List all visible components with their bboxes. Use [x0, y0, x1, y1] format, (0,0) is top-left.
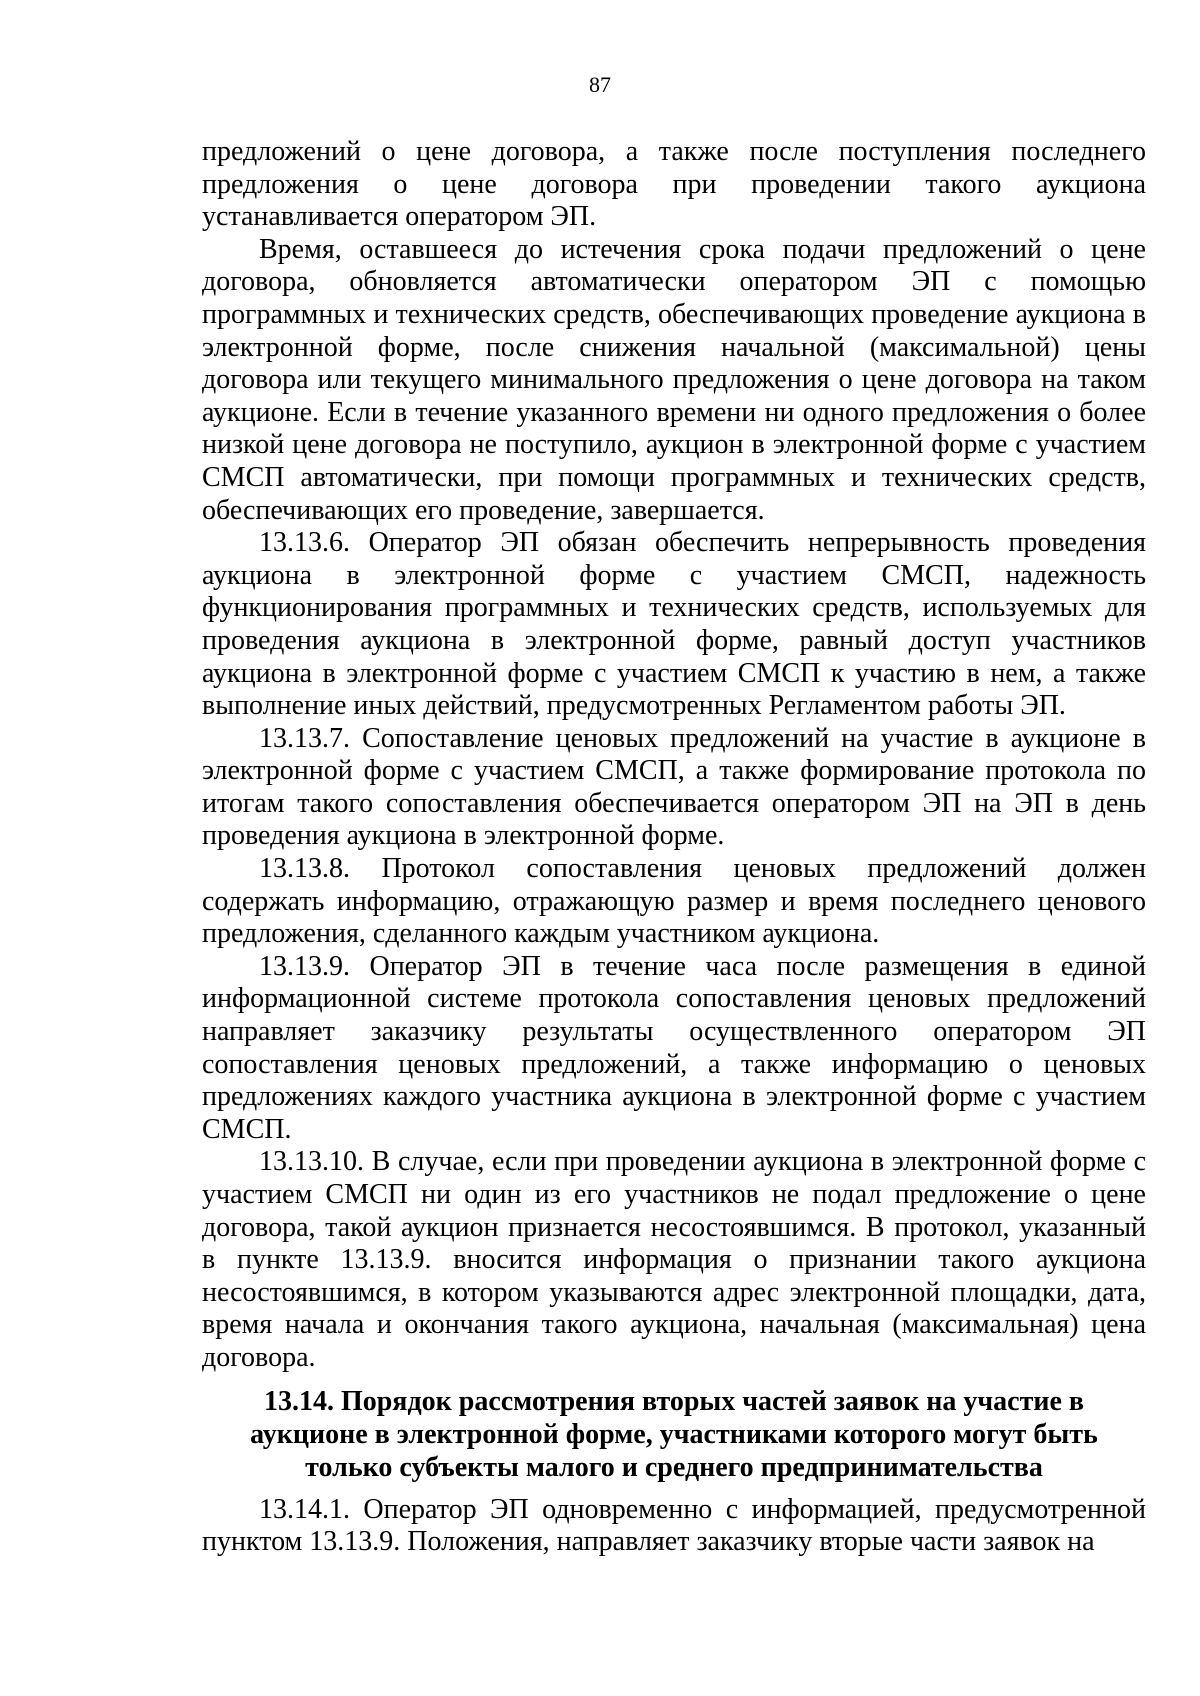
- paragraph-13-13-9: 13.13.9. Оператор ЭП в течение часа после размещения в единой информационной системе протокола сопоставления ценовых предложений направляет заказчику результаты осуществленного оператором ЭП сопоставления ценовых предложений, а также информацию о ценовых предложениях каждого участника аукциона в электронной форме с участием СМСП.: [202, 950, 1146, 1145]
- paragraph-continuation: предложений о цене договора, а также после поступления последнего предложения о цене договора при проведении такого аукциона устанавливается оператором ЭП.: [202, 136, 1146, 233]
- page-number: 87: [589, 72, 611, 97]
- paragraph-13-13-7: 13.13.7. Сопоставление ценовых предложений на участие в аукционе в электронной форме с участием СМСП, а также формирование протокола по итогам такого сопоставления обеспечивается оператором ЭП на ЭП в день проведения аукциона в электронной форме.: [202, 722, 1146, 852]
- heading-line: только субъекты малого и среднего предпринимательства: [305, 1451, 1043, 1483]
- document-body: [202, 136, 1146, 1559]
- paragraph-13-13-8: 13.13.8. Протокол сопоставления ценовых предложений должен содержать информацию, отражающую размер и время последнего ценового предложения, сделанного каждым участником аукциона.: [202, 853, 1146, 950]
- paragraph-13-13-6: 13.13.6. Оператор ЭП обязан обеспечить непрерывность проведения аукциона в электронной форме с участием СМСП, надежность функционирования программных и технических средств, используемых для проведения аукциона в электронной форме, равный доступ участников аукциона в электронной форме с участием СМСП к участию в нем, а также выполнение иных действий, предусмотренных Регламентом работы ЭП.: [202, 527, 1146, 722]
- paragraph-13-13-10: 13.13.10. В случае, если при проведении аукциона в электронной форме с участием СМСП ни один из его участников не подал предложение о цене договора, такой аукцион признается несостоявшимся. В протокол, указанный в пункте 13.13.9. вносится информация о признании такого аукциона несостоявшимся, в котором указываются адрес электронной площадки, дата, время начала и окончания такого аукциона, начальная (максимальная) цена договора.: [202, 1146, 1146, 1373]
- heading-line: аукционе в электронной форме, участниками которого могут быть: [250, 1418, 1098, 1450]
- section-heading-13-14: [202, 1385, 1146, 1484]
- paragraph-13-14-1: 13.14.1. Оператор ЭП одновременно с информацией, предусмотренной пунктом 13.13.9. Положения, направляет заказчику вторые части заявок на: [202, 1493, 1146, 1558]
- heading-line: 13.14. Порядок рассмотрения вторых частей заявок на участие в: [263, 1385, 1085, 1417]
- paragraph-time-remaining: Время, оставшееся до истечения срока подачи предложений о цене договора, обновляется автоматически оператором ЭП с помощью программных и технических средств, обеспечивающих проведение аукциона в электронной форме, после снижения начальной (максимальной) цены договора или текущего минимального предложения о цене договора на таком аукционе. Если в течение указанного времени ни одного предложения о более низкой цене договора не поступило, аукцион в электронной форме с участием СМСП автоматически, при помощи программных и технических средств, обеспечивающих его проведение, завершается.: [202, 233, 1146, 526]
